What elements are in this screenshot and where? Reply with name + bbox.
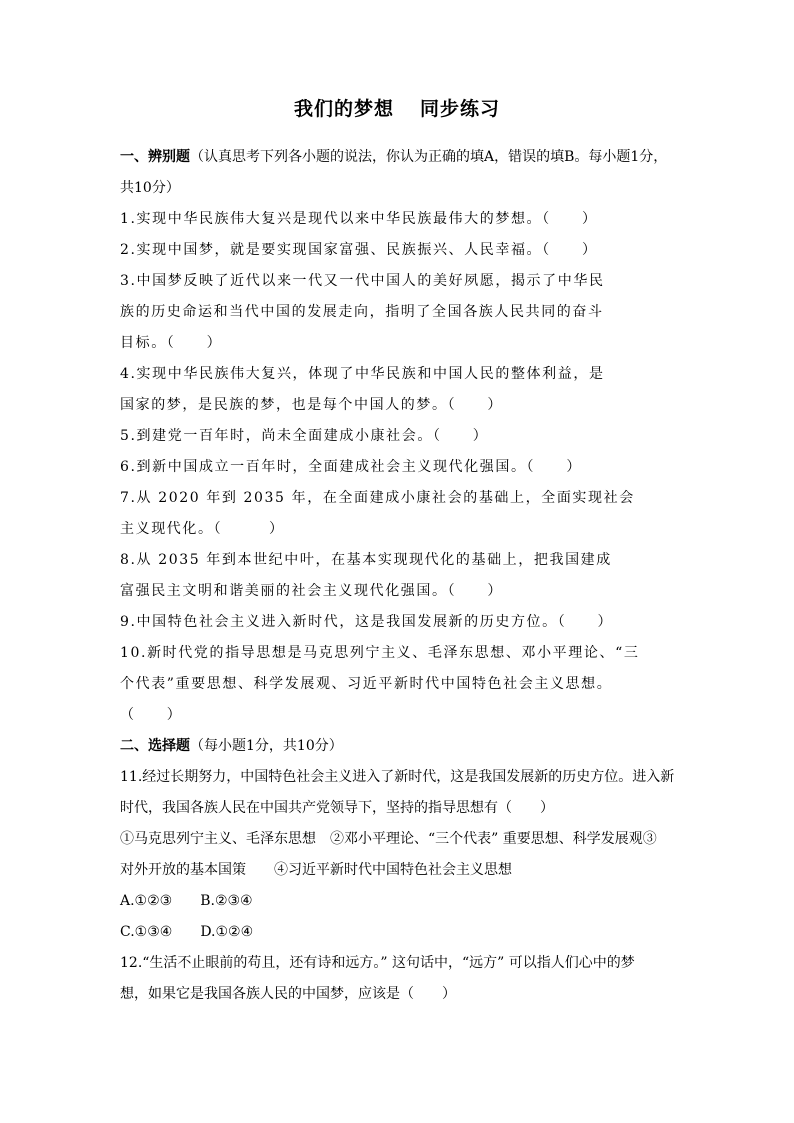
q10-line-3: （ ） (120, 707, 183, 723)
q11-options-ab: A.①②③ B.②③④ (120, 893, 253, 909)
q12-line-2: 想，如果它是我国各族人民的中国梦，应该是（ ） (120, 986, 456, 1002)
q8-line-2: 富强民主文明和谐美丽的社会主义现代化强国。（ ） (120, 583, 503, 599)
q4-line-1: 4.实现中华民族伟大复兴，体现了中华民族和中国人民的整体利益，是 (120, 366, 605, 382)
q3-line-1: 3.中国梦反映了近代以来一代又一代中国人的美好夙愿，揭示了中华民 (120, 273, 605, 289)
q1-line-1: 1.实现中华民族伟大复兴是现代以来中华民族最伟大的梦想。（ ） (120, 211, 598, 227)
q9-line-1: 9.中国特色社会主义进入新时代，这是我国发展新的历史方位。（ ） (120, 614, 614, 630)
q11-line-4: 对外开放的基本国策 ④习近平新时代中国特色社会主义思想 (120, 862, 512, 878)
section-1-header (120, 142, 680, 173)
q6-line-1: 6.到新中国成立一百年时，全面建成社会主义现代化强国。（ ） (120, 459, 582, 475)
judgment-list (120, 204, 680, 731)
q12-line-1: 12.“生活不止眼前的苟且，还有诗和远方。” 这句话中，“远方” 可以指人们心中的梦 (120, 955, 635, 971)
q11-line-2: 时代，我国各族人民在中国共产党领导下，坚持的指导思想有（ ） (120, 800, 554, 816)
section-1-note: （认真思考下列各小题的说法，你认为正确的填A，错误的填B。每小题1分， (190, 149, 668, 165)
q8-line-1: 8.从 2035 年到本世纪中叶，在基本实现现代化的基础上，把我国建成 (120, 552, 612, 568)
q10-line-2: 个代表”重要思想、科学发展观、习近平新时代中国特色社会主义思想。 (120, 676, 613, 692)
q11-line-3: ①马克思列宁主义、毛泽东思想 ②邓小平理论、“三个代表” 重要思想、科学发展观③ (120, 831, 657, 847)
q7-line-1: 7.从 2020 年到 2035 年，在全面建成小康社会的基础上，全面实现社会 (120, 490, 635, 506)
section-1-note-cont: 共10分） (120, 180, 180, 196)
q3-line-3: 目标。（ ） (120, 335, 223, 351)
q7-line-2: 主义现代化。（ ） (120, 521, 285, 537)
title-main: 我们的梦想 (293, 98, 394, 120)
section-1-heading: 一、辨别题 (120, 149, 190, 165)
q5-line-1: 5.到建党一百年时，尚未全面建成小康社会。（ ） (120, 428, 489, 444)
section-2-note: （每小题1分，共10分） (190, 738, 343, 754)
q2-line-1: 2.实现中国梦，就是要实现国家富强、民族振兴、人民幸福。（ ） (120, 242, 598, 258)
document-body (120, 142, 680, 1010)
q10-line-1: 10.新时代党的指导思想是马克思列宁主义、毛泽东思想、邓小平理论、“三 (120, 645, 640, 661)
q11-line-1: 11.经过长期努力，中国特色社会主义进入了新时代，这是我国发展新的历史方位。进入新 (120, 769, 675, 785)
section-2-header (120, 731, 680, 762)
document-title (0, 96, 794, 122)
q3-line-2: 族的历史命运和当代中国的发展走向，指明了全国各族人民共同的奋斗 (120, 304, 604, 320)
title-sub: 同步练习 (420, 98, 501, 120)
q11-options-cd: C.①③④ D.①②④ (120, 924, 254, 940)
q4-line-2: 国家的梦，是民族的梦，也是每个中国人的梦。（ ） (120, 397, 503, 413)
choice-list (120, 762, 680, 1010)
section-2-heading: 二、选择题 (120, 738, 190, 754)
